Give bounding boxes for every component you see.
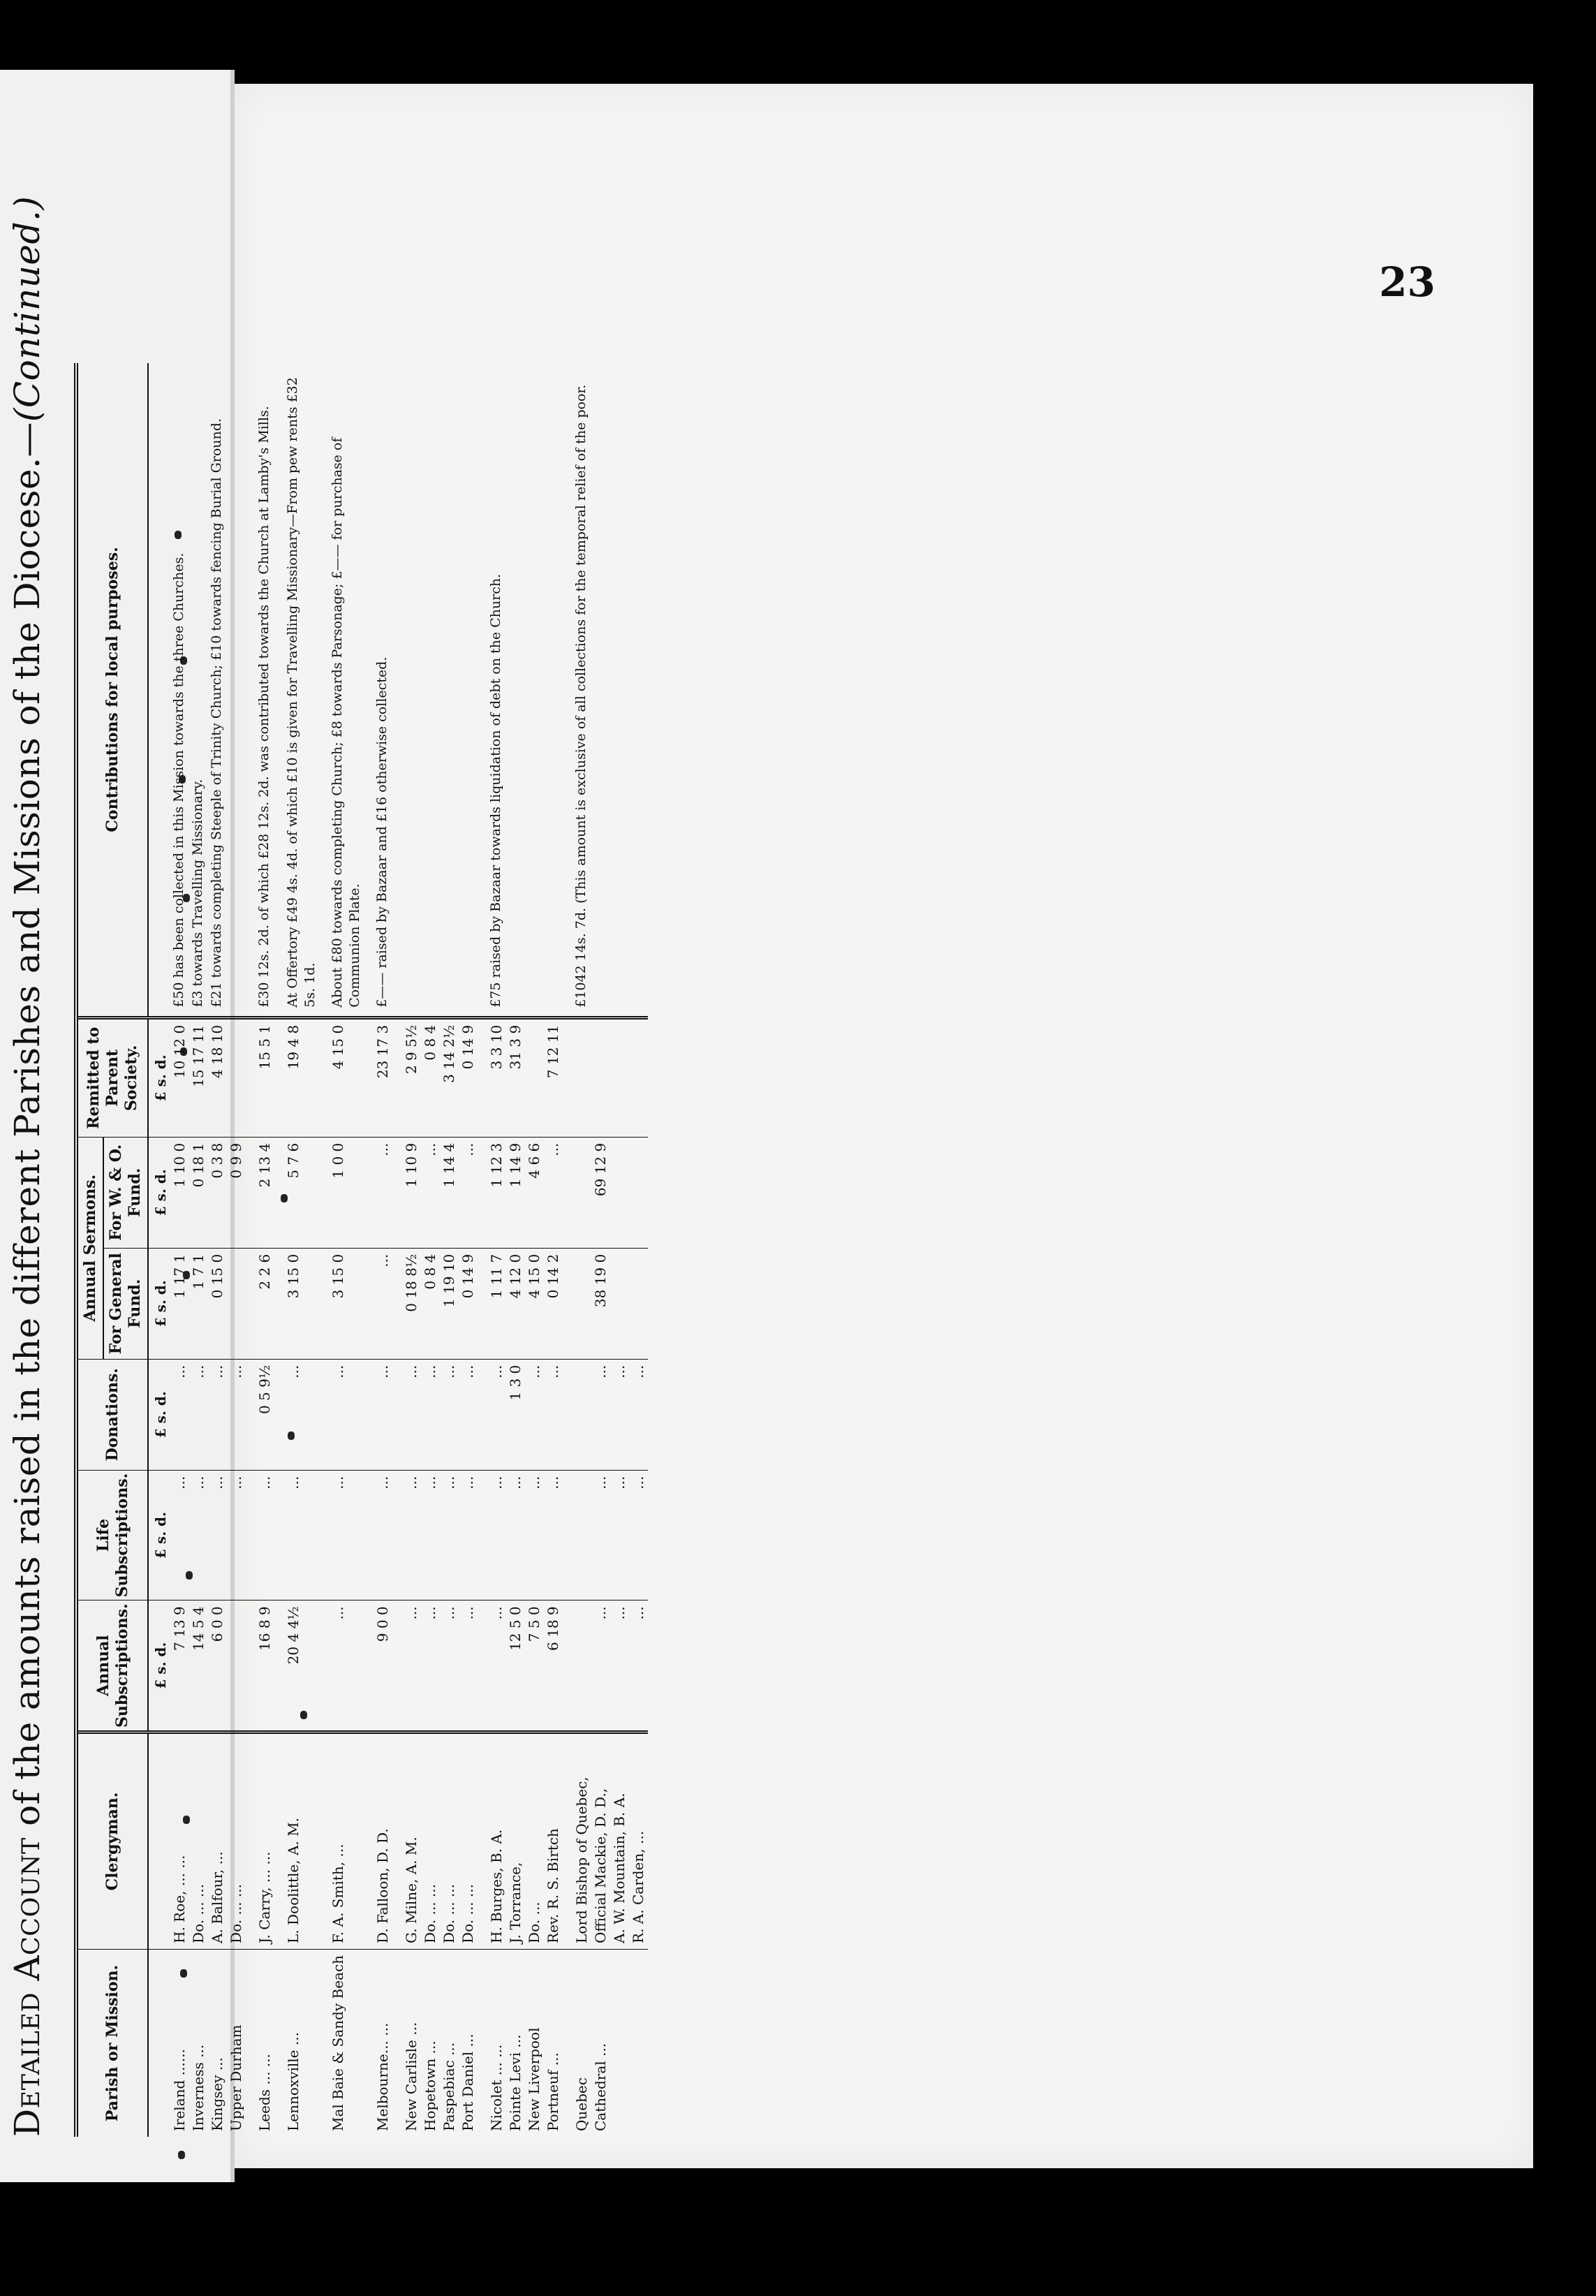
ledger-table-wrapper bbox=[74, 363, 1104, 2137]
annual-subscription-cell: 6 0 0 bbox=[208, 1600, 227, 1732]
general-fund-cell: 2 2 6 bbox=[256, 1248, 274, 1359]
spacer-cell bbox=[274, 1137, 284, 1248]
spacer-cell bbox=[246, 1359, 256, 1470]
clergyman-cell: H. Roe, ... ... bbox=[170, 1732, 189, 1949]
remitted-cell: 15 5 1 bbox=[256, 1017, 274, 1137]
table-row bbox=[421, 363, 440, 2137]
donations-cell: 0 5 9½ bbox=[256, 1359, 274, 1470]
units-donations: £ s. d. bbox=[148, 1359, 170, 1470]
title-lead: Detailed Account bbox=[7, 1837, 47, 2137]
rotated-table-stage bbox=[7, 196, 1124, 2165]
remitted-cell: 23 17 3 bbox=[374, 1017, 392, 1137]
parish-cell: Ireland ...... bbox=[171, 2049, 188, 2131]
clergyman-cell: J. Carry, ... ... bbox=[256, 1732, 274, 1949]
table-row bbox=[506, 363, 525, 2137]
spacer-cell bbox=[319, 1732, 329, 1949]
table-row bbox=[610, 363, 629, 2137]
spacer-cell bbox=[274, 1600, 284, 1732]
parish-cell: Inverness ... bbox=[190, 2044, 207, 2131]
spacer-cell bbox=[364, 1359, 374, 1470]
spacer-cell bbox=[319, 1600, 329, 1732]
general-fund-cell: 0 14 2 bbox=[544, 1248, 563, 1359]
annual-subscription-cell: ... bbox=[610, 1600, 629, 1732]
donations-cell: ... bbox=[421, 1359, 440, 1470]
table-row bbox=[544, 363, 563, 2137]
life-subscription-cell: ... bbox=[629, 1470, 648, 1600]
spacer-cell bbox=[274, 1248, 284, 1359]
wo-fund-cell: 1 14 4 bbox=[440, 1137, 459, 1248]
row-spacer bbox=[246, 363, 256, 2137]
life-subscription-cell: ... bbox=[506, 1470, 525, 1600]
table-row bbox=[170, 363, 189, 2137]
remitted-cell bbox=[610, 1017, 629, 1137]
parish-cell: Lennoxville ... bbox=[285, 2032, 302, 2131]
life-subscription-cell: ... bbox=[610, 1470, 629, 1600]
remitted-cell bbox=[591, 1017, 610, 1137]
annual-subscription-cell: 12 5 0 bbox=[506, 1600, 525, 1732]
donations-cell: ... bbox=[544, 1359, 563, 1470]
donations-cell: ... bbox=[208, 1359, 227, 1470]
title-continued: (Continued.) bbox=[7, 196, 47, 422]
life-subscription-cell: ... bbox=[459, 1470, 478, 1600]
spacer-cell bbox=[319, 1949, 329, 2137]
donations-cell: ... bbox=[440, 1359, 459, 1470]
header-general-fund: For General Fund. bbox=[103, 1248, 148, 1359]
donations-cell: ... bbox=[170, 1359, 189, 1470]
donations-cell: ... bbox=[329, 1359, 364, 1470]
annual-subscription-cell: 20 4 4½ bbox=[284, 1600, 319, 1732]
local-contributions-cell: £30 12s. 2d. of which £28 12s. 2d. was contributed towards the Church at Lamby's Mills. bbox=[256, 363, 274, 1017]
local-contributions-cell: £3 towards Travelling Missionary. bbox=[189, 363, 208, 1017]
general-fund-cell bbox=[610, 1248, 629, 1359]
life-subscription-cell: ... bbox=[208, 1470, 227, 1600]
donations-cell bbox=[572, 1359, 591, 1470]
clergyman-cell: F. A. Smith, ... bbox=[329, 1732, 364, 1949]
general-fund-cell: 0 15 0 bbox=[208, 1248, 227, 1359]
clergyman-cell: A. W. Mountain, B. A. bbox=[610, 1732, 629, 1949]
local-contributions-cell bbox=[544, 363, 563, 1017]
wo-fund-cell: 1 14 9 bbox=[506, 1137, 525, 1248]
general-fund-cell: 3 15 0 bbox=[329, 1248, 364, 1359]
wo-fund-cell: 0 18 1 bbox=[189, 1137, 208, 1248]
header-wo-fund: For W. & O. Fund. bbox=[103, 1137, 148, 1248]
parish-cell bbox=[629, 1949, 648, 2137]
parish-cell: Cathedral ... bbox=[592, 2043, 609, 2131]
clergyman-cell: Do. ... ... bbox=[421, 1732, 440, 1949]
spacer-cell bbox=[478, 1732, 487, 1949]
spacer-cell bbox=[478, 363, 487, 1017]
clergyman-cell: G. Milne, A. M. bbox=[402, 1732, 421, 1949]
parish-cell: Port Daniel ... bbox=[459, 2033, 476, 2131]
units-spacer bbox=[148, 1732, 170, 1949]
spacer-cell bbox=[364, 1017, 374, 1137]
row-spacer bbox=[563, 363, 572, 2137]
parish-cell: Kingsey ... bbox=[209, 2057, 226, 2131]
spacer-cell bbox=[274, 1949, 284, 2137]
table-row bbox=[525, 363, 544, 2137]
spacer-cell bbox=[246, 1470, 256, 1600]
remitted-cell bbox=[525, 1017, 544, 1137]
spacer-cell bbox=[246, 1600, 256, 1732]
general-fund-cell: 0 18 8½ bbox=[402, 1248, 421, 1359]
life-subscription-cell: ... bbox=[440, 1470, 459, 1600]
general-fund-cell bbox=[629, 1248, 648, 1359]
life-subscription-cell: ... bbox=[227, 1470, 246, 1600]
parish-cell: Melbourne... ... bbox=[374, 2022, 391, 2131]
donations-cell: ... bbox=[459, 1359, 478, 1470]
local-contributions-cell bbox=[440, 363, 459, 1017]
annual-subscription-cell: ... bbox=[629, 1600, 648, 1732]
remitted-cell: 3 3 10 bbox=[487, 1017, 506, 1137]
parish-cell: Upper Durham bbox=[228, 2024, 244, 2131]
spacer-cell bbox=[364, 1248, 374, 1359]
spacer-cell bbox=[364, 1470, 374, 1600]
remitted-cell bbox=[572, 1017, 591, 1137]
row-spacer bbox=[319, 363, 329, 2137]
clergyman-cell: L. Doolittle, A. M. bbox=[284, 1732, 319, 1949]
table-row bbox=[189, 363, 208, 2137]
clergyman-cell: Do. ... ... bbox=[459, 1732, 478, 1949]
parish-cell: Pointe Levi ... bbox=[507, 2034, 524, 2131]
general-fund-cell: 1 19 10 bbox=[440, 1248, 459, 1359]
local-contributions-cell: At Offertory £49 4s. 4d. of which £10 is given for Travelling Missionary—From pew rents £32 5s. 1d. bbox=[284, 363, 319, 1017]
general-fund-cell: 1 17 1 bbox=[170, 1248, 189, 1359]
spacer-cell bbox=[246, 1732, 256, 1949]
general-fund-cell: 0 14 9 bbox=[459, 1248, 478, 1359]
donations-cell: ... bbox=[227, 1359, 246, 1470]
life-subscription-cell: ... bbox=[189, 1470, 208, 1600]
wo-fund-cell: 69 12 9 bbox=[591, 1137, 610, 1248]
annual-subscription-cell: ... bbox=[487, 1600, 506, 1732]
wo-fund-cell: 1 10 9 bbox=[402, 1137, 421, 1248]
wo-fund-cell: 0 3 8 bbox=[208, 1137, 227, 1248]
general-fund-cell: 38 19 0 bbox=[591, 1248, 610, 1359]
wo-fund-cell: 2 13 4 bbox=[256, 1137, 274, 1248]
remitted-cell: 4 15 0 bbox=[329, 1017, 364, 1137]
annual-subscription-cell: 6 18 9 bbox=[544, 1600, 563, 1732]
clergyman-cell: Official Mackie, D. D., bbox=[591, 1732, 610, 1949]
spacer-cell bbox=[246, 1949, 256, 2137]
units-row bbox=[148, 363, 170, 2137]
table-row bbox=[572, 363, 591, 2137]
spacer-cell bbox=[274, 363, 284, 1017]
annual-subscription-cell: ... bbox=[440, 1600, 459, 1732]
spacer-cell bbox=[274, 1732, 284, 1949]
table-row bbox=[402, 363, 421, 2137]
wo-fund-cell: ... bbox=[421, 1137, 440, 1248]
annual-subscription-cell: 14 5 4 bbox=[189, 1600, 208, 1732]
spacer-cell bbox=[563, 1732, 572, 1949]
parish-cell: Portneuf ... bbox=[545, 2052, 561, 2131]
local-contributions-cell bbox=[591, 363, 610, 1017]
local-contributions-cell: £21 towards completing Steeple of Trinity Church; £10 towards fencing Burial Ground. bbox=[208, 363, 227, 1017]
clergyman-cell: Do. ... bbox=[525, 1732, 544, 1949]
spacer-cell bbox=[246, 1017, 256, 1137]
row-spacer bbox=[364, 363, 374, 2137]
ledger-body bbox=[148, 363, 648, 2137]
spacer-cell bbox=[274, 1470, 284, 1600]
parish-cell: Paspebiac ... bbox=[441, 2042, 457, 2131]
header-clergyman: Clergyman. bbox=[78, 1732, 148, 1949]
title-main: of the amounts raised in the different Parishes and Missions of the Diocese.— bbox=[7, 422, 47, 1838]
clergyman-cell: D. Falloon, D. D. bbox=[374, 1732, 392, 1949]
remitted-cell: 15 17 11 bbox=[189, 1017, 208, 1137]
remitted-cell: 2 9 5½ bbox=[402, 1017, 421, 1137]
remitted-cell bbox=[227, 1017, 246, 1137]
parish-cell: Hopetown ... bbox=[422, 2040, 438, 2131]
units-spacer bbox=[148, 363, 170, 1017]
annual-subscription-cell: 16 8 9 bbox=[256, 1600, 274, 1732]
spacer-cell bbox=[364, 1600, 374, 1732]
clergyman-cell: Rev. R. S. Birtch bbox=[544, 1732, 563, 1949]
local-contributions-cell: £—— raised by Bazaar and £16 otherwise collected. bbox=[374, 363, 392, 1017]
row-spacer bbox=[392, 363, 402, 2137]
general-fund-cell: 1 7 1 bbox=[189, 1248, 208, 1359]
local-contributions-cell bbox=[506, 363, 525, 1017]
donations-cell: ... bbox=[487, 1359, 506, 1470]
remitted-cell: 31 3 9 bbox=[506, 1017, 525, 1137]
spacer-cell bbox=[392, 363, 402, 1017]
local-contributions-cell: £50 has been collected in this Mission towards the three Churches. bbox=[170, 363, 189, 1017]
clergyman-cell: Do. ... ... bbox=[440, 1732, 459, 1949]
header-remitted: Remitted to Parent Society. bbox=[78, 1017, 148, 1137]
local-contributions-cell bbox=[227, 363, 246, 1017]
row-spacer bbox=[478, 363, 487, 2137]
spacer-cell bbox=[478, 1949, 487, 2137]
spacer-cell bbox=[478, 1600, 487, 1732]
annual-subscription-cell: ... bbox=[402, 1600, 421, 1732]
local-contributions-cell bbox=[610, 363, 629, 1017]
spacer-cell bbox=[392, 1248, 402, 1359]
life-subscription-cell: ... bbox=[284, 1470, 319, 1600]
annual-subscription-cell: ... bbox=[459, 1600, 478, 1732]
spacer-cell bbox=[392, 1949, 402, 2137]
spacer-cell bbox=[563, 1017, 572, 1137]
remitted-cell bbox=[629, 1017, 648, 1137]
table-row bbox=[374, 363, 392, 2137]
clergyman-cell: Do. ... ... bbox=[227, 1732, 246, 1949]
spacer-cell bbox=[392, 1137, 402, 1248]
table-row bbox=[440, 363, 459, 2137]
clergyman-cell: A. Balfour, ... bbox=[208, 1732, 227, 1949]
wo-fund-cell: 1 10 0 bbox=[170, 1137, 189, 1248]
spacer-cell bbox=[478, 1137, 487, 1248]
donations-cell: ... bbox=[284, 1359, 319, 1470]
life-subscription-cell: ... bbox=[402, 1470, 421, 1600]
table-row bbox=[284, 363, 319, 2137]
wo-fund-cell: 1 12 3 bbox=[487, 1137, 506, 1248]
local-contributions-cell bbox=[629, 363, 648, 1017]
spacer-cell bbox=[563, 1949, 572, 2137]
table-row bbox=[227, 363, 246, 2137]
donations-cell: ... bbox=[525, 1359, 544, 1470]
wo-fund-cell: 5 7 6 bbox=[284, 1137, 319, 1248]
spacer-cell bbox=[274, 1359, 284, 1470]
spacer-cell bbox=[274, 1017, 284, 1137]
general-fund-cell: 3 15 0 bbox=[284, 1248, 319, 1359]
life-subscription-cell: ... bbox=[421, 1470, 440, 1600]
remitted-cell: 19 4 8 bbox=[284, 1017, 319, 1137]
remitted-cell: 0 8 4 bbox=[421, 1017, 440, 1137]
wo-fund-cell bbox=[610, 1137, 629, 1248]
life-subscription-cell: ... bbox=[256, 1470, 274, 1600]
general-fund-cell: 1 11 7 bbox=[487, 1248, 506, 1359]
life-subscription-cell: ... bbox=[544, 1470, 563, 1600]
spacer-cell bbox=[563, 1470, 572, 1600]
annual-subscription-cell: ... bbox=[421, 1600, 440, 1732]
wo-fund-cell bbox=[572, 1137, 591, 1248]
general-fund-cell: 4 12 0 bbox=[506, 1248, 525, 1359]
donations-cell: ... bbox=[629, 1359, 648, 1470]
header-annual-sermons: Annual Sermons. bbox=[78, 1137, 103, 1359]
spacer-cell bbox=[319, 1359, 329, 1470]
spacer-cell bbox=[563, 1359, 572, 1470]
table-row bbox=[208, 363, 227, 2137]
spacer-cell bbox=[319, 1470, 329, 1600]
spacer-cell bbox=[246, 1137, 256, 1248]
spacer-cell bbox=[478, 1017, 487, 1137]
annual-subscription-cell: 7 5 0 bbox=[525, 1600, 544, 1732]
units-remitted: £ s. d. bbox=[148, 1017, 170, 1137]
units-spacer bbox=[148, 1949, 170, 2137]
spacer-cell bbox=[364, 1949, 374, 2137]
remitted-cell: 0 14 9 bbox=[459, 1017, 478, 1137]
spacer-cell bbox=[392, 1017, 402, 1137]
clergyman-cell: H. Burges, B. A. bbox=[487, 1732, 506, 1949]
clergyman-cell: R. A. Carden, ... bbox=[629, 1732, 648, 1949]
remitted-cell: 4 18 10 bbox=[208, 1017, 227, 1137]
wo-fund-cell bbox=[629, 1137, 648, 1248]
spacer-cell bbox=[478, 1248, 487, 1359]
donations-cell: ... bbox=[591, 1359, 610, 1470]
table-row bbox=[256, 363, 274, 2137]
header-annual-subscriptions: Annual Subscriptions. bbox=[78, 1600, 148, 1732]
table-row bbox=[487, 363, 506, 2137]
document-title bbox=[7, 196, 47, 2137]
local-contributions-cell bbox=[402, 363, 421, 1017]
wo-fund-cell: 1 0 0 bbox=[329, 1137, 364, 1248]
clergyman-cell: Lord Bishop of Quebec, bbox=[572, 1732, 591, 1949]
life-subscription-cell: ... bbox=[487, 1470, 506, 1600]
table-row bbox=[459, 363, 478, 2137]
spacer-cell bbox=[246, 1248, 256, 1359]
local-contributions-cell bbox=[459, 363, 478, 1017]
units-annual: £ s. d. bbox=[148, 1600, 170, 1732]
general-fund-cell: 4 15 0 bbox=[525, 1248, 544, 1359]
spacer-cell bbox=[319, 1248, 329, 1359]
spacer-cell bbox=[364, 1732, 374, 1949]
annual-subscription-cell: ... bbox=[329, 1600, 364, 1732]
general-fund-cell: ... bbox=[374, 1248, 392, 1359]
local-contributions-cell bbox=[421, 363, 440, 1017]
general-fund-cell bbox=[227, 1248, 246, 1359]
annual-subscription-cell bbox=[572, 1600, 591, 1732]
local-contributions-cell: £75 raised by Bazaar towards liquidation of debt on the Church. bbox=[487, 363, 506, 1017]
remitted-cell: 3 14 2½ bbox=[440, 1017, 459, 1137]
life-subscription-cell bbox=[572, 1470, 591, 1600]
donations-cell: ... bbox=[189, 1359, 208, 1470]
local-contributions-cell: About £80 towards completing Church; £8 towards Parsonage; £—— for purchase of Communion Plate. bbox=[329, 363, 364, 1017]
local-contributions-cell: £1042 14s. 7d. (This amount is exclusive of all collections for the temporal relief of the poor. bbox=[572, 363, 591, 1017]
donations-cell: ... bbox=[402, 1359, 421, 1470]
donations-cell: ... bbox=[374, 1359, 392, 1470]
spacer-cell bbox=[319, 1137, 329, 1248]
general-fund-cell bbox=[572, 1248, 591, 1359]
spacer-cell bbox=[364, 363, 374, 1017]
annual-subscription-cell: 9 0 0 bbox=[374, 1600, 392, 1732]
donations-cell: ... bbox=[610, 1359, 629, 1470]
spacer-cell bbox=[392, 1732, 402, 1949]
annual-subscription-cell: ... bbox=[591, 1600, 610, 1732]
life-subscription-cell: ... bbox=[329, 1470, 364, 1600]
row-spacer bbox=[274, 363, 284, 2137]
spacer-cell bbox=[563, 1137, 572, 1248]
annual-subscription-cell: 7 13 9 bbox=[170, 1600, 189, 1732]
life-subscription-cell: ... bbox=[525, 1470, 544, 1600]
general-fund-cell: 0 8 4 bbox=[421, 1248, 440, 1359]
wo-fund-cell: 4 6 6 bbox=[525, 1137, 544, 1248]
spacer-cell bbox=[478, 1470, 487, 1600]
header-parish: Parish or Mission. bbox=[78, 1949, 148, 2137]
parish-cell bbox=[610, 1949, 629, 2137]
spacer-cell bbox=[319, 363, 329, 1017]
units-general: £ s. d. bbox=[148, 1248, 170, 1359]
parish-cell: Leeds ... ... bbox=[256, 2054, 273, 2131]
remitted-cell: 7 12 11 bbox=[544, 1017, 563, 1137]
spacer-cell bbox=[563, 1600, 572, 1732]
spacer-cell bbox=[392, 1600, 402, 1732]
spacer-cell bbox=[392, 1470, 402, 1600]
spacer-cell bbox=[478, 1359, 487, 1470]
table-row bbox=[629, 363, 648, 2137]
header-life-subscriptions: Life Subscriptions. bbox=[78, 1470, 148, 1600]
wo-fund-cell: 0 9 9 bbox=[227, 1137, 246, 1248]
wo-fund-cell: ... bbox=[374, 1137, 392, 1248]
life-subscription-cell: ... bbox=[374, 1470, 392, 1600]
donations-cell: 1 3 0 bbox=[506, 1359, 525, 1470]
header-contributions: Contributions for local purposes. bbox=[78, 363, 148, 1017]
spacer-cell bbox=[364, 1137, 374, 1248]
table-row bbox=[591, 363, 610, 2137]
parish-cell: New Carlisle ... bbox=[403, 2022, 420, 2131]
spacer-cell bbox=[319, 1017, 329, 1137]
remitted-cell: 10 12 0 bbox=[170, 1017, 189, 1137]
parish-cell: New Liverpool bbox=[526, 2027, 542, 2131]
parish-cell: Quebec bbox=[573, 2077, 590, 2131]
local-contributions-cell bbox=[525, 363, 544, 1017]
life-subscription-cell: ... bbox=[170, 1470, 189, 1600]
ledger-table bbox=[78, 363, 648, 2137]
units-life: £ s. d. bbox=[148, 1470, 170, 1600]
clergyman-cell: J. Torrance, bbox=[506, 1732, 525, 1949]
parish-cell: Nicolet ... ... bbox=[488, 2044, 505, 2131]
page-number: 23 bbox=[1379, 258, 1435, 306]
spacer-cell bbox=[246, 363, 256, 1017]
wo-fund-cell: ... bbox=[459, 1137, 478, 1248]
clergyman-cell: Do. ... ... bbox=[189, 1732, 208, 1949]
table-row bbox=[329, 363, 364, 2137]
header-donations: Donations. bbox=[78, 1359, 148, 1470]
annual-subscription-cell bbox=[227, 1600, 246, 1732]
spacer-cell bbox=[563, 1248, 572, 1359]
wo-fund-cell: ... bbox=[544, 1137, 563, 1248]
life-subscription-cell: ... bbox=[591, 1470, 610, 1600]
spacer-cell bbox=[563, 363, 572, 1017]
spacer-cell bbox=[392, 1359, 402, 1470]
units-wo: £ s. d. bbox=[148, 1137, 170, 1248]
parish-cell: Mal Baie & Sandy Beach bbox=[330, 1955, 346, 2131]
